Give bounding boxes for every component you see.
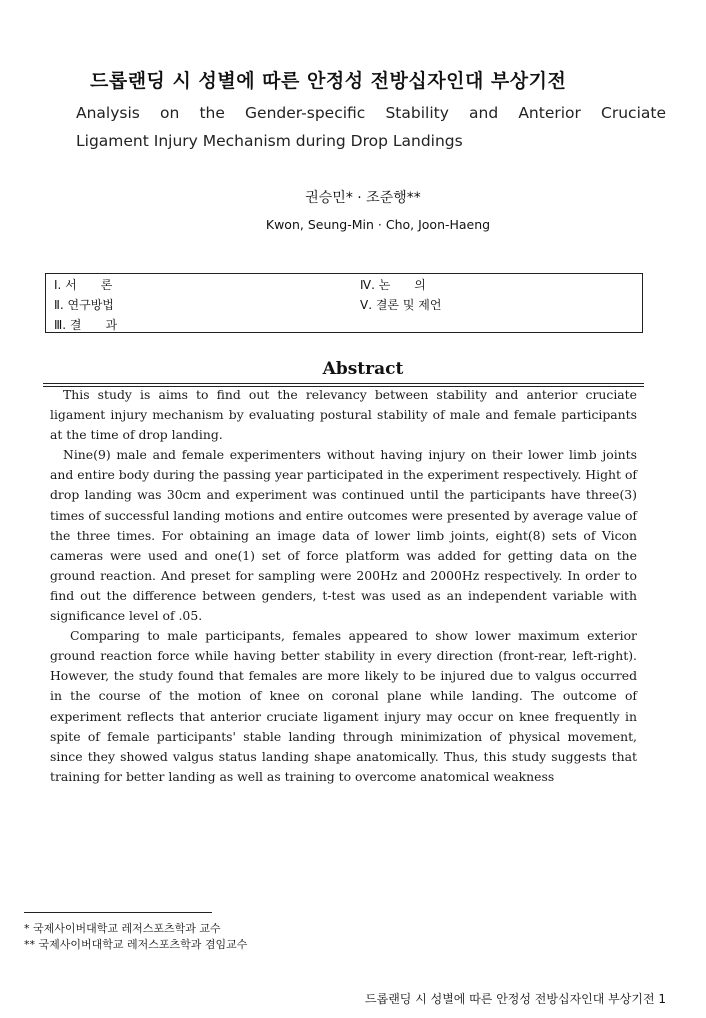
toc-item-discussion: Ⅳ. 논 의 [360,278,426,292]
abstract-paragraph-3: Comparing to male participants, females appeared to show lower maximum exterior ground reaction force while having better stability in every direction (front-rear, left-right). However, the study found that females are more likely to be injured due to valgus occurred in the course of the motion of knee on coronal plane while landing. The outcome of experiment reflects that anterior cruciate ligament injury may occur on knee frequently in spite of female participants' stable landing through minimization of physical movement, since they showed valgus status landing shape anatomically. Thus, this study suggests that training for better landing as well as training to overcome anatomical weakness [50,628,637,784]
table-of-contents [45,273,643,333]
footnote-2: ** 국제사이버대학교 레저스포츠학과 겸임교수 [24,938,248,951]
title-english-line-1: Analysis on the Gender-specific Stability and Anterior Cruciate [76,104,666,122]
title-english-line-2: Ligament Injury Mechanism during Drop Landings [76,132,463,150]
page-footer: 드롭랜딩 시 성별에 따른 안정성 전방십자인대 부상기전 1 [365,992,666,1006]
toc-item-introduction: Ⅰ. 서 론 [54,278,113,292]
title-korean: 드롭랜딩 시 성별에 따른 안정성 전방십자인대 부상기전 [90,70,567,92]
footnote-divider [24,912,212,913]
abstract-heading: Abstract [322,359,404,379]
toc-item-results: Ⅲ. 결 과 [54,318,118,332]
abstract-paragraph-1: This study is aims to find out the relevancy between stability and anterior cruciate ligament injury mechanism by evaluating postural stability of male and female participants at the time of drop landing. [50,387,637,443]
abstract-rule-top [43,383,644,384]
authors-english: Kwon, Seung-Min · Cho, Joon-Haeng [265,217,491,232]
toc-item-conclusion: Ⅴ. 결론 및 제언 [360,298,442,312]
title-english [76,99,666,155]
abstract-paragraph-2: Nine(9) male and female experimenters without having injury on their lower limb joints and entire body during the passing year participated in the experiment respectively. Hight of drop landing was 30cm and experiment was continued until the participants have three(3) times of successful landing motions and entire outcomes were presented by average value of the three times. For obtaining an image data of lower limb joints, eight(8) sets of Vicon cameras were used and one(1) set of force platform was added for getting data on the ground reaction. And preset for sampling were 200Hz and 2000Hz respectively. In order to find out the difference between genders, t-test was used as an independent variable with significance level of .05. [50,447,637,624]
footnote-1: * 국제사이버대학교 레저스포츠학과 교수 [24,922,221,935]
toc-item-methods: Ⅱ. 연구방법 [54,298,114,312]
authors-korean: 권승민* · 조준행** [305,190,421,206]
abstract-body [50,385,637,787]
